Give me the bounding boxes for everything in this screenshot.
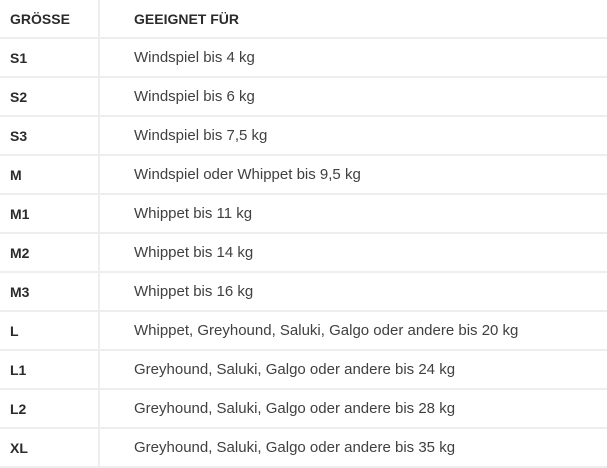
suitable-for-cell: Windspiel bis 6 kg <box>99 77 607 116</box>
suitable-for-cell: Windspiel bis 4 kg <box>99 38 607 77</box>
size-cell: M <box>0 155 99 194</box>
suitable-for-cell: Whippet, Greyhound, Saluki, Galgo oder andere bis 20 kg <box>99 311 607 350</box>
header-row <box>0 0 607 38</box>
table-row <box>0 272 607 311</box>
suitable-for-cell: Whippet bis 14 kg <box>99 233 607 272</box>
suitable-for-cell: Windspiel oder Whippet bis 9,5 kg <box>99 155 607 194</box>
size-cell: L <box>0 311 99 350</box>
table-row <box>0 77 607 116</box>
size-cell: M1 <box>0 194 99 233</box>
suitable-for-cell: Greyhound, Saluki, Galgo oder andere bis 24 kg <box>99 350 607 389</box>
size-cell: L2 <box>0 389 99 428</box>
table-row <box>0 194 607 233</box>
column-header-geeignet-fuer: GEEIGNET FÜR <box>99 0 607 38</box>
suitable-for-cell: Whippet bis 16 kg <box>99 272 607 311</box>
table-row <box>0 350 607 389</box>
size-cell: M3 <box>0 272 99 311</box>
size-cell: M2 <box>0 233 99 272</box>
table-row <box>0 38 607 77</box>
size-cell: S1 <box>0 38 99 77</box>
table-row <box>0 155 607 194</box>
table-row <box>0 428 607 467</box>
suitable-for-cell: Greyhound, Saluki, Galgo oder andere bis 28 kg <box>99 389 607 428</box>
size-cell: XL <box>0 428 99 467</box>
suitable-for-cell: Greyhound, Saluki, Galgo oder andere bis 35 kg <box>99 428 607 467</box>
suitable-for-cell: Whippet bis 11 kg <box>99 194 607 233</box>
column-header-groesse: GRÖSSE <box>0 0 99 38</box>
table-row <box>0 389 607 428</box>
table-row <box>0 311 607 350</box>
size-cell: L1 <box>0 350 99 389</box>
size-cell: S3 <box>0 116 99 155</box>
size-cell: S2 <box>0 77 99 116</box>
suitable-for-cell: Windspiel bis 7,5 kg <box>99 116 607 155</box>
table-row <box>0 116 607 155</box>
table-row <box>0 233 607 272</box>
